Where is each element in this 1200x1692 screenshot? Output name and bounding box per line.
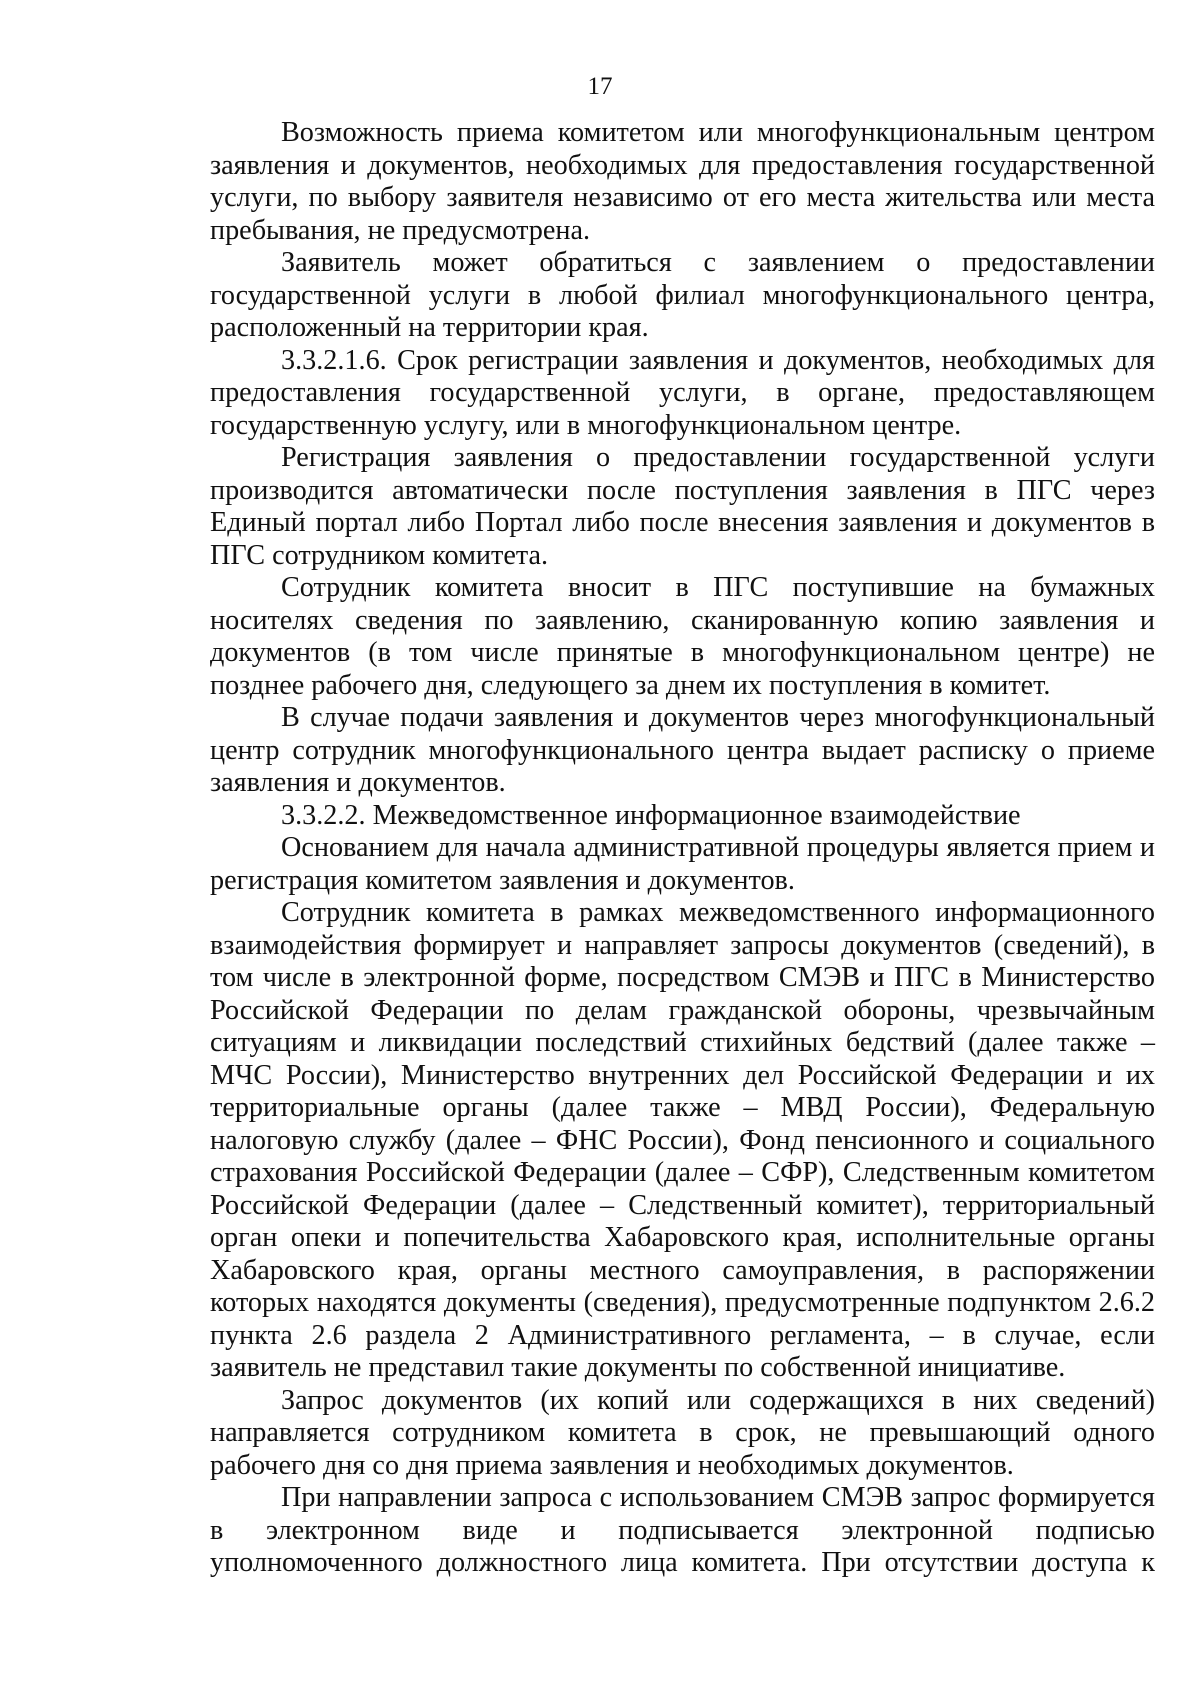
document-body bbox=[210, 117, 1155, 1580]
paragraph-1: Возможность приема комитетом или многофункциональным центром заявления и документов, необходимых для предоставления государственной услуги, по выбору заявителя независимо от его места жительства или места пребывания, не предусмотрена. bbox=[210, 117, 1155, 246]
paragraph-6: В случае подачи заявления и документов через многофункциональный центр сотрудник многофункционального центра выдает расписку о приеме заявления и документов. bbox=[210, 702, 1155, 798]
paragraph-8: Основанием для начала административной процедуры является прием и регистрация комитетом заявления и документов. bbox=[210, 832, 1155, 896]
paragraph-4: Регистрация заявления о предоставлении государственной услуги производится автоматически после поступления заявления в ПГС через Единый портал либо Портал либо после внесения заявления и документов в ПГС сотрудником комитета. bbox=[210, 442, 1155, 571]
paragraph-3: 3.3.2.1.6. Срок регистрации заявления и документов, необходимых для предоставления государственной услуги, в органе, предоставляющем государственную услугу, или в многофункциональном центре. bbox=[210, 344, 1155, 441]
paragraph-9: Сотрудник комитета в рамках межведомственного информационного взаимодействия формирует и направляет запросы документов (сведений), в том числе в электронной форме, посредством СМЭВ и ПГС в Министерство Российской Федерации по делам гражданской обороны, чрезвычайным ситуациям и ликвидации последствий стихийных бедствий (далее также – МЧС России), Министерство внутренних дел Российской Федерации и их территориальные органы (далее также – МВД России), Федеральную налоговую службу (далее – ФНС России), Фонд пенсионного и социального страхования Российской Федерации (далее – СФР), Следственным комитетом Российской Федерации (далее – Следственный комитет), территориальный орган опеки и попечительства Хабаровского края, исполнительные органы Хабаровского края, органы местного самоуправления, в распоряжении которых находятся документы (сведения), предусмотренные подпунктом 2.6.2 пункта 2.6 раздела 2 Административного регламента, – в случае, если заявитель не представил такие документы по собственной инициативе. bbox=[210, 897, 1155, 1383]
section-heading-3-3-2-2: 3.3.2.2. Межведомственное информационное взаимодействие bbox=[281, 799, 1021, 831]
paragraph-5: Сотрудник комитета вносит в ПГС поступившие на бумажных носителях сведения по заявлению, сканированную копию заявления и документов (в том числе принятые в многофункциональном центре) не позднее рабочего дня, следующего за днем их поступления в комитет. bbox=[210, 572, 1155, 701]
paragraph-2: Заявитель может обратиться с заявлением о предоставлении государственной услуги в любой филиал многофункционального центра, расположенный на территории края. bbox=[210, 247, 1155, 343]
paragraph-10: Запрос документов (их копий или содержащихся в них сведений) направляется сотрудником комитета в срок, не превышающий одного рабочего дня со дня приема заявления и необходимых документов. bbox=[210, 1384, 1155, 1481]
paragraph-11: При направлении запроса с использованием СМЭВ запрос формируется в электронном виде и подписывается электронной подписью уполномоченного должностного лица комитета. При отсутствии доступа к bbox=[210, 1482, 1155, 1578]
page-number: 17 bbox=[587, 73, 613, 100]
